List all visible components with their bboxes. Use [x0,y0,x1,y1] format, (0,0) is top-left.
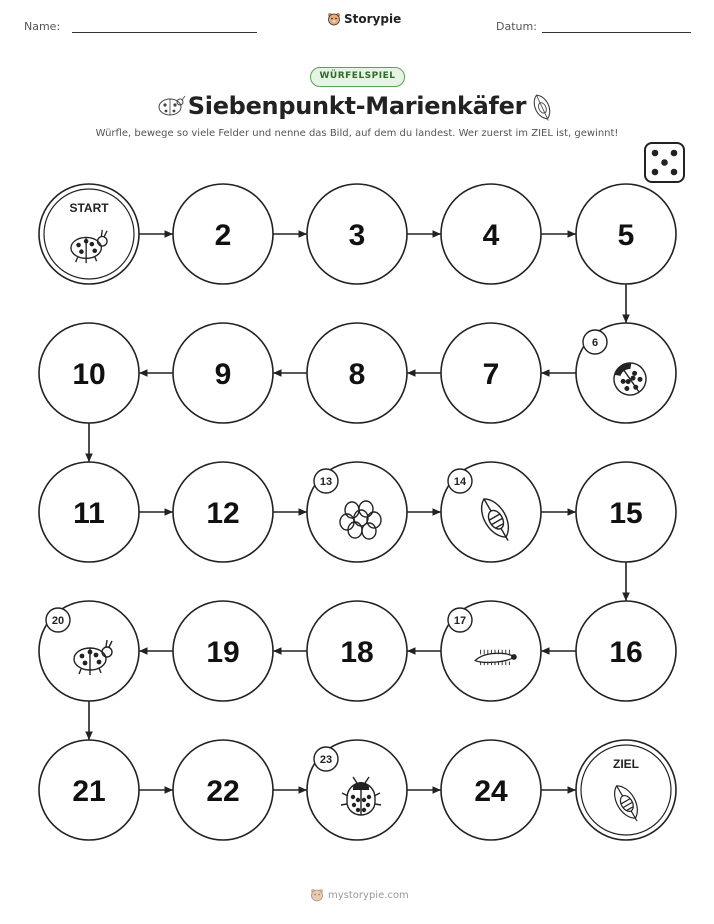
goal-label: ZIEL [613,757,639,771]
page-title: Siebenpunkt-Marienkäfer [187,92,527,120]
name-label: Name: [24,20,61,33]
cell-number: 4 [482,219,500,252]
board-cell-4[interactable] [441,184,541,284]
cell-number: 8 [348,358,366,391]
cell-number: 18 [340,636,374,669]
cell-number-badge [583,330,607,354]
board-cell-22[interactable] [173,740,273,840]
cell-number: 22 [206,775,240,808]
cell-number: 7 [482,358,500,391]
svg-text:17: 17 [453,615,467,627]
board-cell-16[interactable] [576,601,676,701]
board-cell-12[interactable] [173,462,273,562]
board-cell-17[interactable] [441,601,541,701]
svg-text:14: 14 [453,476,467,488]
date-label: Datum: [496,20,537,33]
board-cell-6[interactable] [576,323,676,423]
board-cell-5[interactable] [576,184,676,284]
board-cell-24[interactable] [441,740,541,840]
cell-number: 24 [474,775,508,808]
ladybug-title-icon [159,96,185,115]
board-cell-20[interactable] [39,601,139,701]
board-cell-19[interactable] [173,601,273,701]
footer-url: mystorypie.com [328,889,409,901]
svg-text:20: 20 [51,615,65,627]
svg-text:6: 6 [591,337,599,349]
cell-number: 5 [617,219,635,252]
svg-text:23: 23 [319,754,333,766]
board-cell-11[interactable] [39,462,139,562]
board-cell-10[interactable] [39,323,139,423]
board-cells [39,184,676,840]
start-label: START [69,201,109,215]
cell-number: 12 [206,497,240,530]
cell-number: 3 [348,219,366,252]
footer [310,888,409,902]
cell-number: 10 [72,358,106,391]
cell-number-badge [46,608,70,632]
start-cell[interactable] [39,184,139,284]
cell-number-badge [314,469,338,493]
cell-number: 9 [214,358,232,391]
game-type-badge: WÜRFELSPIEL [310,67,405,87]
board-cell-8[interactable] [307,323,407,423]
board-cell-13[interactable] [307,462,407,562]
cell-number-badge [448,469,472,493]
cell-number-badge [448,608,472,632]
board-cell-23[interactable] [307,740,407,840]
board-cell-7[interactable] [441,323,541,423]
cell-number: 21 [72,775,106,808]
die-icon [645,143,684,182]
goal-cell[interactable] [576,740,676,840]
board-cell-3[interactable] [307,184,407,284]
board-cell-2[interactable] [173,184,273,284]
board-cell-21[interactable] [39,740,139,840]
cell-number: 15 [609,497,643,530]
board-cell-18[interactable] [307,601,407,701]
cell-number-badge [314,747,338,771]
svg-text:13: 13 [319,476,333,488]
cell-number: 11 [73,497,105,530]
cell-number: 2 [214,219,232,252]
board-cell-15[interactable] [576,462,676,562]
cell-number: 19 [206,636,240,669]
cell-number: 16 [609,636,643,669]
board-cell-9[interactable] [173,323,273,423]
bear-icon [310,888,324,902]
leaf-title-icon [530,92,554,123]
brand-name: Storypie [344,12,402,26]
board-cell-14[interactable] [441,462,541,562]
instructions-text: Würfle, bewege so viele Felder und nenne das Bild, auf dem du landest. Wer zuerst im ZIEL ist, gewinnt! [95,128,619,139]
